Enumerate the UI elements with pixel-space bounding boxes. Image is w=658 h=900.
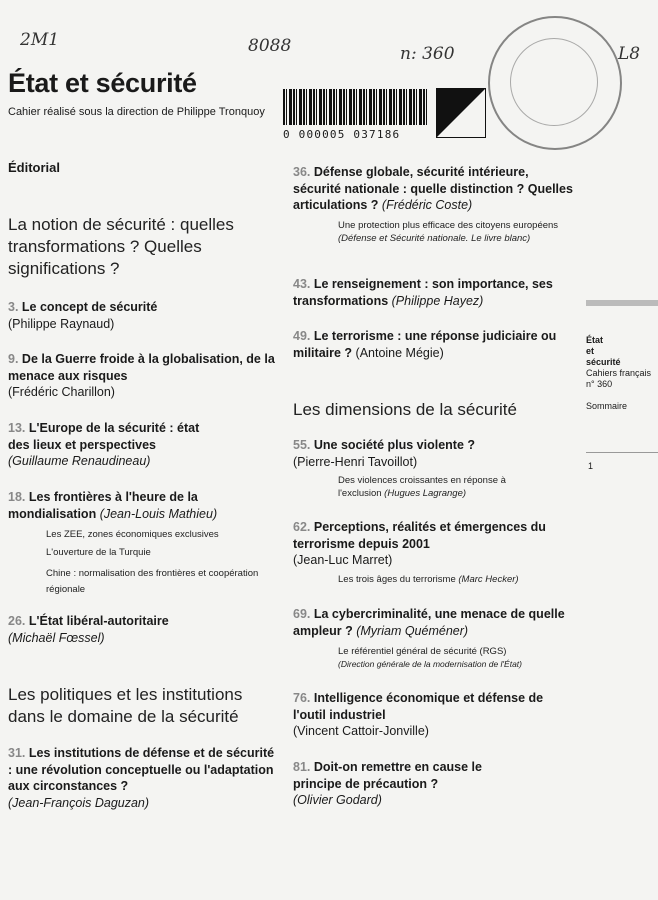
toc-subitem-text: Les trois âges du terrorisme xyxy=(338,574,456,585)
toc-title: Le concept de sécurité xyxy=(21,300,158,314)
toc-page: 3. xyxy=(8,300,19,314)
toc-title: Doit-on remettre en cause le principe de précaution ? xyxy=(293,760,482,791)
toc-title: Les frontières à l'heure de la mondialisation xyxy=(8,490,198,521)
toc-entry[interactable] xyxy=(8,299,278,332)
sidebar-rule xyxy=(586,452,658,453)
toc-author: (Myriam Quéméner) xyxy=(356,623,469,638)
sidebar-title-3: sécurité xyxy=(586,357,621,367)
section-heading-dimensions: Les dimensions de la sécurité xyxy=(293,400,517,419)
editorial-heading: Éditorial xyxy=(8,160,61,175)
toc-title: L'État libéral-autoritaire xyxy=(28,614,169,628)
toc-author: (Guillaume Renaudineau) xyxy=(8,454,151,468)
toc-entry[interactable] xyxy=(8,745,278,811)
barcode xyxy=(283,89,428,125)
handwritten-note-center: 8088 xyxy=(248,36,292,56)
section-heading-notion: La notion de sécurité : quelles transformations ? Quelles significations ? xyxy=(8,215,234,278)
toc-subitem xyxy=(338,219,570,245)
toc-author: (Jean-Luc Marret) xyxy=(293,553,393,567)
toc-title: Le terrorisme : une réponse judiciaire ou militaire ? xyxy=(293,329,557,360)
page-number: 1 xyxy=(588,461,594,471)
toc-page: 62. xyxy=(293,520,311,534)
toc-page: 76. xyxy=(293,691,311,705)
sidebar-sommaire: Sommaire xyxy=(586,401,628,411)
toc-subitem xyxy=(338,645,578,671)
handwritten-note-left: 2M1 xyxy=(20,30,60,50)
toc-entry[interactable] xyxy=(293,519,573,569)
sidebar-bar xyxy=(586,300,658,306)
toc-page: 81. xyxy=(293,760,311,774)
toc-entry[interactable] xyxy=(8,613,268,646)
toc-subitem-text: Des violences croissantes en réponse à l'exclusion xyxy=(338,475,506,499)
toc-page: 49. xyxy=(293,329,311,343)
toc-title: Les institutions de défense et de sécurité : une révolution conceptuelle ou l'adaptation aux circonstances ? xyxy=(8,746,275,793)
toc-title: De la Guerre froide à la globalisation, de la menace aux risques xyxy=(8,352,275,383)
toc-page: 36. xyxy=(293,165,311,179)
toc-author: (Michaël Fœssel) xyxy=(8,630,105,645)
toc-entry[interactable] xyxy=(293,164,573,214)
toc-subitem-text: Le référentiel général de sécurité (RGS) xyxy=(338,646,507,657)
page-title: État et sécurité xyxy=(8,68,197,98)
toc-page: 31. xyxy=(8,746,26,760)
toc-author: (Frédéric Charillon) xyxy=(8,385,115,399)
toc-author: (Frédéric Coste) xyxy=(381,198,473,212)
sidebar-info xyxy=(586,335,651,390)
toc-author: (Philippe Raynaud) xyxy=(8,316,115,331)
toc-page: 26. xyxy=(8,614,26,628)
toc-author: (Philippe Hayez) xyxy=(391,293,484,308)
toc-entry[interactable] xyxy=(293,276,573,309)
toc-page: 18. xyxy=(8,490,26,504)
toc-subitem-source: (Hugues Lagrange) xyxy=(384,488,467,499)
toc-entry[interactable] xyxy=(293,328,573,361)
page-subtitle: Cahier réalisé sous la direction de Philippe Tronquoy xyxy=(8,106,265,118)
section-heading-politiques: Les politiques et les institutions dans le domaine de la sécurité xyxy=(8,685,243,726)
publisher-logo xyxy=(436,88,486,138)
toc-title: L'Europe de la sécurité : état des lieux et perspectives xyxy=(8,421,200,452)
toc-page: 69. xyxy=(293,607,311,621)
toc-page: 43. xyxy=(293,277,311,291)
toc-subitem: Chine : normalisation des frontières et coopération régionale xyxy=(46,568,259,595)
toc-author: (Olivier Godard) xyxy=(293,793,382,807)
toc-author: (Jean-Louis Mathieu) xyxy=(99,506,218,521)
barcode-number: 0 000005 037186 xyxy=(283,128,401,141)
toc-subitem xyxy=(338,573,578,586)
toc-subitem xyxy=(338,474,538,500)
toc-author: (Pierre-Henri Tavoillot) xyxy=(293,454,418,469)
toc-subitem-text: Une protection plus efficace des citoyens européens xyxy=(338,220,559,231)
toc-page: 9. xyxy=(8,352,19,366)
toc-title: Le renseignement : son importance, ses transformations xyxy=(293,277,553,308)
toc-entry[interactable] xyxy=(293,759,523,809)
toc-subitem-source: (Défense et Sécurité nationale. Le livre blanc) xyxy=(338,233,531,244)
library-stamp-inner xyxy=(510,38,598,126)
toc-author: (Vincent Cattoir-Jonville) xyxy=(293,724,429,738)
handwritten-note-right: L8 xyxy=(618,44,641,64)
toc-page: 13. xyxy=(8,421,26,435)
sidebar-title-1: État xyxy=(586,335,604,345)
toc-entry[interactable] xyxy=(8,489,263,522)
toc-page: 55. xyxy=(293,438,311,452)
toc-entry[interactable] xyxy=(8,351,280,401)
toc-subitem: L'ouverture de la Turquie xyxy=(46,547,151,558)
toc-entry[interactable] xyxy=(293,690,573,740)
toc-title: Perceptions, réalités et émergences du terrorisme depuis 2001 xyxy=(293,520,546,551)
toc-author: (Antoine Mégie) xyxy=(355,345,444,360)
sidebar-issue: n° 360 xyxy=(586,379,613,389)
toc-entry[interactable] xyxy=(8,420,223,470)
toc-entry[interactable] xyxy=(293,437,573,470)
toc-entry[interactable] xyxy=(293,606,568,639)
sidebar-title-2: et xyxy=(586,346,595,356)
toc-title: Défense globale, sécurité intérieure, sécurité nationale : quelle distinction ? Quelles articulations ? xyxy=(293,165,573,212)
toc-author: (Jean-François Daguzan) xyxy=(8,795,150,810)
toc-title: La cybercriminalité, une menace de quelle ampleur ? xyxy=(293,607,565,638)
toc-title: Une société plus violente ? xyxy=(313,438,476,452)
handwritten-issue-number: n: 360 xyxy=(400,44,455,64)
toc-subitem-source: (Direction générale de la modernisation de l'État) xyxy=(338,659,522,669)
toc-title: Intelligence économique et défense de l'outil industriel xyxy=(293,691,544,722)
sidebar-collection: Cahiers français xyxy=(586,368,652,378)
toc-subitem-source: (Marc Hecker) xyxy=(458,574,519,585)
toc-subitem: Les ZEE, zones économiques exclusives xyxy=(46,529,219,540)
